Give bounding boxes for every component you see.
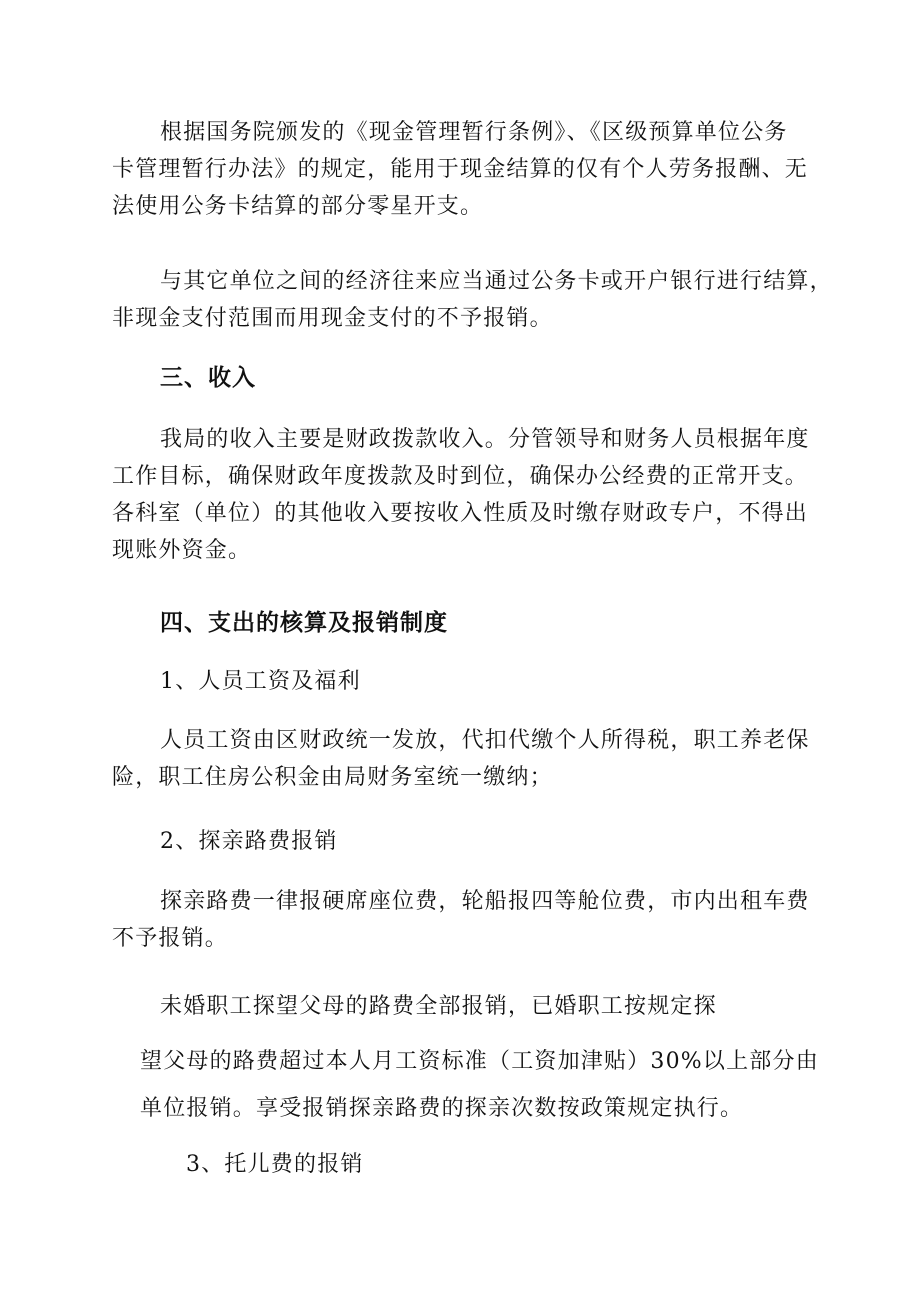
text-line: 不予报销。 [112,926,229,951]
paragraph-income [112,421,810,569]
subheading-travel: 2、探亲路费报销 [160,829,338,854]
subheading-salary: 1、人员工资及福利 [160,669,361,694]
section-heading-income: 三、收入 [160,365,256,391]
subheading-childcare: 3、托儿费的报销 [186,1152,364,1177]
text-line: 我局的收入主要是财政拨款收入。分管领导和财务人员根据年度 [160,427,810,452]
paragraph-salary [112,722,810,796]
paragraph-unmarried: 未婚职工探望父母的路费全部报销，已婚职工按规定探 [160,994,717,1019]
paragraph-settlement [112,263,833,337]
text-line: 人员工资由区财政统一发放，代扣代缴个人所得税，职工养老保 [160,728,810,753]
text-line: 卡管理暂行办法》的规定，能用于现金结算的仅有个人劳务报酬、无 [112,157,809,182]
section-heading-expenditure: 四、支出的核算及报销制度 [160,610,448,636]
paragraph-cash-management [112,114,808,225]
text-line: 非现金支付范围而用现金支付的不予报销。 [112,306,553,331]
paragraph-travel [112,883,810,957]
text-line: 与其它单位之间的经济往来应当通过公务卡或开户银行进行结算， [160,269,833,294]
paragraph-married [140,1043,819,1127]
text-line: 探亲路费一律报硬席座位费，轮船报四等舱位费，市内出租车费 [160,889,810,914]
text-line: 根据国务院颁发的《现金管理暂行条例》、《区级预算单位公务 [160,120,788,145]
text-line: 险，职工住房公积金由局财务室统一缴纳； [112,765,553,790]
text-line: 现账外资金。 [112,538,252,563]
text-line: 单位报销。享受报销探亲路费的探亲次数按政策规定执行。 [140,1096,744,1121]
text-line: 各科室（单位）的其他收入要按收入性质及时缴存财政专户，不得出 [112,501,809,526]
text-line: 工作目标，确保财政年度拨款及时到位，确保办公经费的正常开支。 [112,464,809,489]
text-line: 法使用公务卡结算的部分零星开支。 [112,194,484,219]
text-line: 望父母的路费超过本人月工资标准（工资加津贴）30%以上部分由 [140,1049,819,1074]
